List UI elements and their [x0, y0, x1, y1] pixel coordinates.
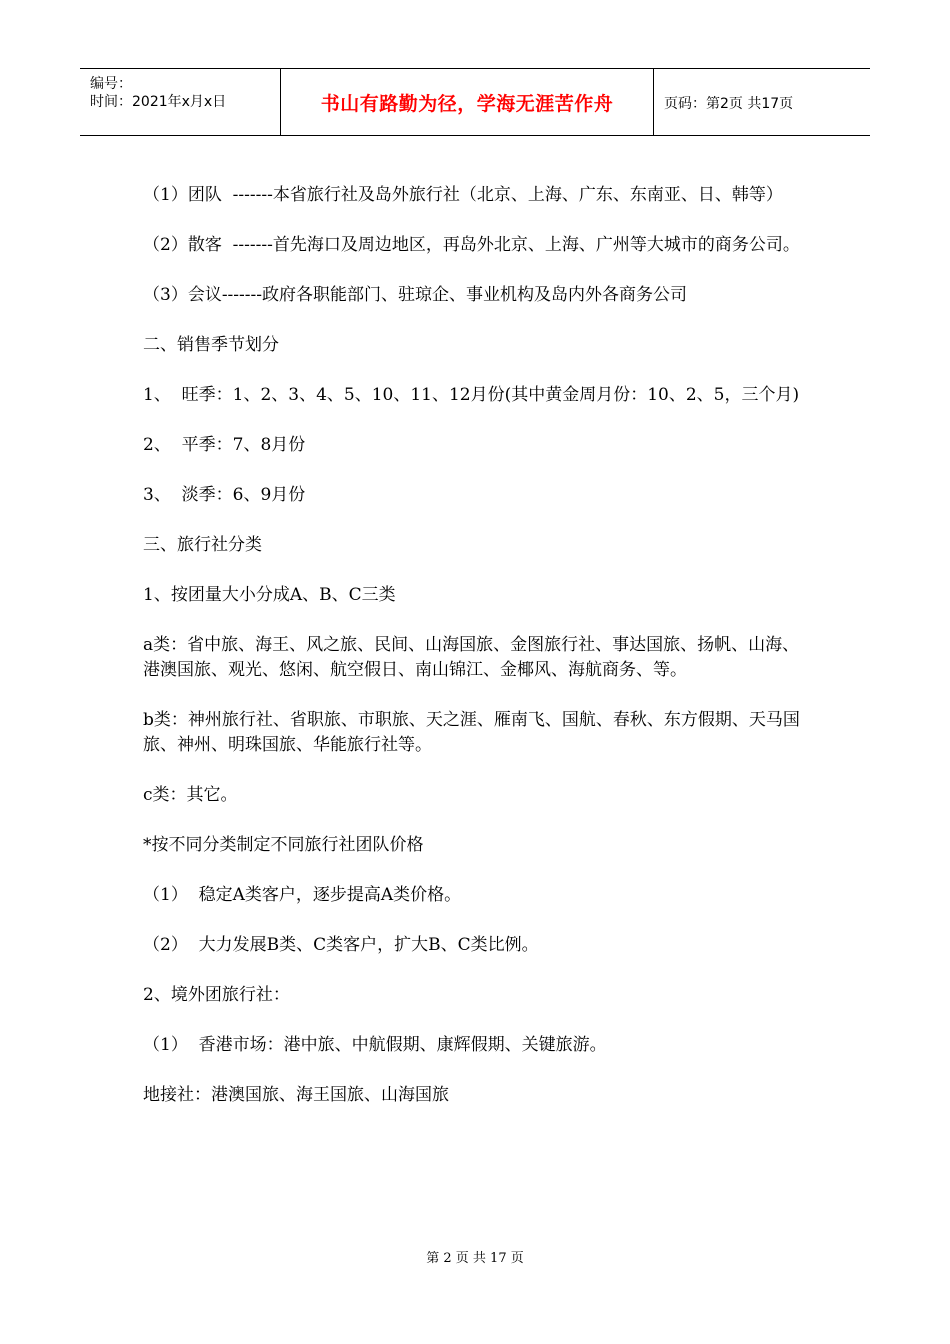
paragraph-meeting-clients: （3）会议-------政府各职能部门、驻琼企、事业机构及岛内外各商务公司 [143, 285, 688, 305]
paragraph-class-c: c类：其它。 [143, 785, 238, 805]
doc-number-label: 编号： [90, 76, 132, 92]
section-heading-seasons: 二、销售季节划分 [143, 335, 279, 355]
document-body [143, 183, 813, 1133]
doc-date-label: 时间：2021年x月x日 [90, 94, 227, 110]
paragraph-individual-clients: （2）散客 -------首先海口及周边地区，再岛外北京、上海、广州等大城市的商务公司。 [143, 235, 800, 255]
paragraph-overseas-agencies: 2、境外团旅行社： [143, 985, 290, 1005]
page-header [80, 68, 870, 136]
paragraph-normal-season: 2、 平季：7、8月份 [143, 435, 306, 455]
paragraph-local-agencies: 地接社：港澳国旅、海王国旅、山海国旅 [143, 1085, 449, 1105]
header-page-info: 页码：第2页 共17页 [664, 96, 794, 112]
paragraph-class-split: 1、按团量大小分成A、B、C三类 [143, 585, 396, 605]
paragraph-class-a: a类：省中旅、海王、风之旅、民间、山海国旅、金图旅行社、事达国旅、扬帆、山海、港澳国旅、观光、悠闲、航空假日、南山锦江、金椰风、海航商务、等。 [143, 635, 800, 680]
paragraph-pricing-note: *按不同分类制定不同旅行社团队价格 [143, 835, 424, 855]
paragraph-pricing-bc: （2） 大力发展B类、C类客户，扩大B、C类比例。 [143, 935, 539, 955]
header-motto: 书山有路勤为径，学海无涯苦作舟 [281, 69, 654, 135]
paragraph-pricing-a: （1） 稳定A类客户，逐步提高A类价格。 [143, 885, 462, 905]
paragraph-low-season: 3、 淡季：6、9月份 [143, 485, 306, 505]
paragraph-peak-season: 1、 旺季：1、2、3、4、5、10、11、12月份(其中黄金周月份：10、2、5，三个月) [143, 385, 800, 405]
header-doc-info [80, 69, 281, 135]
paragraph-hongkong-market: （1） 香港市场：港中旅、中航假期、康辉假期、关键旅游。 [143, 1035, 607, 1055]
paragraph-team-clients: （1）团队 -------本省旅行社及岛外旅行社（北京、上海、广东、东南亚、日、韩等） [143, 185, 783, 205]
page-footer: 第 2 页 共 17 页 [426, 1251, 524, 1266]
section-heading-agency-classes: 三、旅行社分类 [143, 535, 262, 555]
paragraph-class-b: b类：神州旅行社、省职旅、市职旅、天之涯、雁南飞、国航、春秋、东方假期、天马国旅、神州、明珠国旅、华能旅行社等。 [143, 710, 800, 755]
